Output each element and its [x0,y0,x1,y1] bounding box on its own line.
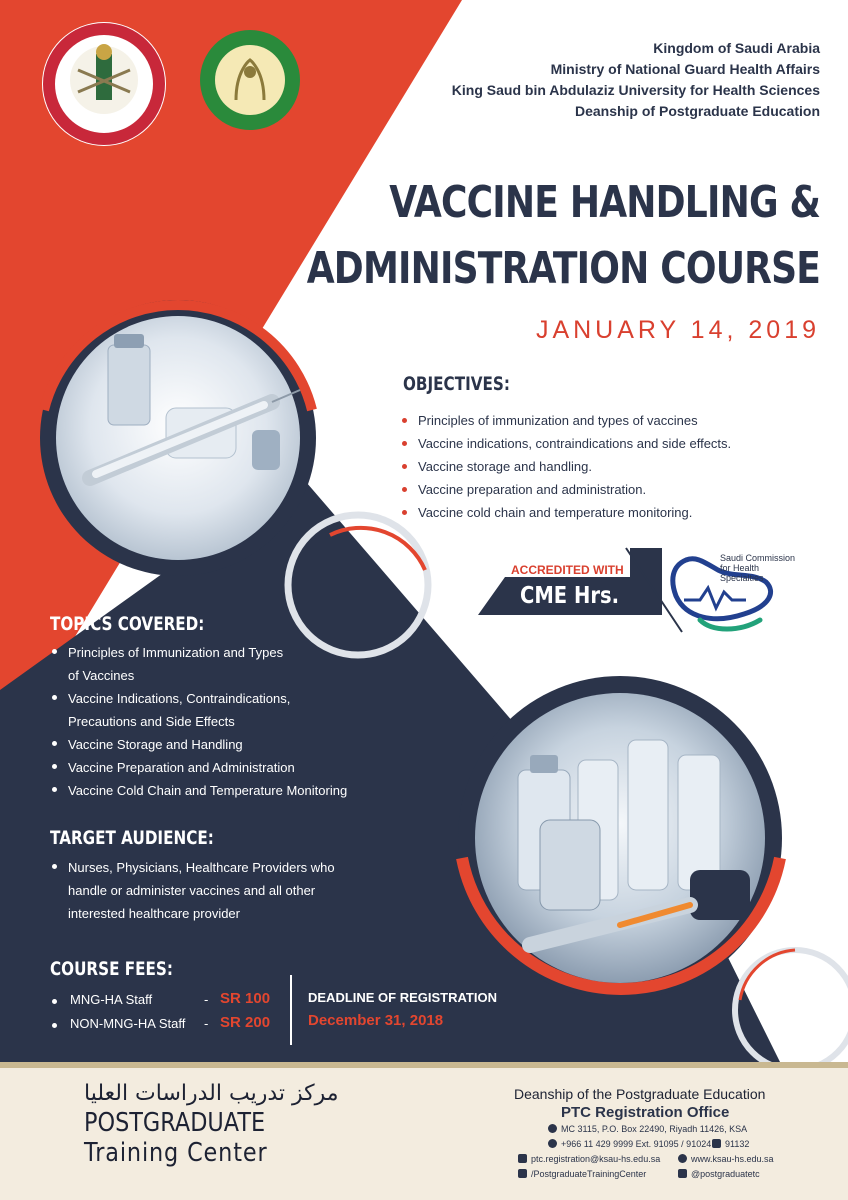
footer-email[interactable] [518,1154,660,1164]
email-icon [518,1154,527,1163]
scfhs-name [720,553,795,583]
fee-label: MNG-HA Staff [70,992,153,1007]
header-line-ministry: Ministry of National Guard Health Affairs [550,61,820,77]
footer-phone [548,1139,711,1149]
ptc-arabic-name: مركز تدريب الدراسات العليا [84,1081,339,1106]
footer-facebook[interactable] [518,1169,646,1179]
ptc-name-line-2: Training Center [84,1138,268,1168]
list-item: Vaccine Preparation and Administration [50,756,347,779]
list-item: Nurses, Physicians, Healthcare Providers who [50,856,335,879]
twitter-link[interactable]: @postgraduatetc [691,1169,760,1179]
bullet-icon [52,1023,57,1028]
bullet-icon [52,999,57,1004]
header-line-deanship: Deanship of Postgraduate Education [574,103,820,119]
topic-continuation: Precautions and Side Effects [68,714,235,729]
location-icon [548,1124,557,1133]
list-item: Vaccine preparation and administration. [400,478,731,501]
ministry-logo-icon [42,22,166,146]
globe-icon [678,1154,687,1163]
topic-text: Vaccine Indications, Contraindications, [68,691,291,706]
course-date: JANUARY 14, 2019 [535,316,820,344]
fee-dash: - [204,1016,209,1031]
footer-website[interactable] [678,1154,774,1164]
header-line-kingdom: Kingdom of Saudi Arabia [653,40,820,56]
website-link[interactable]: www.ksau-hs.edu.sa [691,1154,774,1164]
audience-continuation: handle or administer vaccines and all other [68,883,316,898]
objectives-list [400,409,731,524]
topic-continuation: of Vaccines [68,668,135,683]
audience-heading: TARGET AUDIENCE: [50,827,214,849]
accreditation-value: CME Hrs. [520,583,620,609]
list-item: Vaccine Cold Chain and Temperature Monitoring [50,779,347,802]
deadline-label: DEADLINE OF REGISTRATION [308,990,497,1005]
list-item: Vaccine Storage and Handling [50,733,347,756]
list-item: Principles of immunization and types of vaccines [400,409,731,432]
footer-deanship: Deanship of the Postgraduate Education [514,1086,766,1102]
twitter-icon [678,1169,687,1178]
accreditation-label: ACCREDITED WITH [511,563,624,577]
list-item [50,641,347,664]
list-item: Vaccine cold chain and temperature monitoring. [400,501,731,524]
fax-icon [712,1139,721,1148]
course-title [307,170,820,302]
objectives-heading: OBJECTIVES: [403,373,510,395]
fee-dash: - [204,992,209,1007]
header-institutions [452,38,820,122]
scfhs-line-2: for Health [720,563,760,573]
footer-fax [712,1139,749,1149]
fee-amount: SR 100 [220,990,271,1007]
list-item: Vaccine indications, contraindications and side effects. [400,432,731,455]
footer-twitter[interactable] [678,1169,760,1179]
university-logo-icon [200,30,300,130]
deadline-date: December 31, 2018 [308,1012,444,1029]
fee-label: NON-MNG-HA Staff [70,1016,186,1031]
header-line-university: King Saud bin Abdulaziz University for Health Sciences [451,82,820,98]
address-text: MC 3115, P.O. Box 22490, Riyadh 11426, KSA [561,1124,748,1134]
footer-address [548,1124,747,1134]
topics-list [50,641,347,802]
footer-office: PTC Registration Office [561,1104,730,1121]
title-line-2: ADMINISTRATION COURSE [306,243,820,294]
footer-band [0,1062,848,1068]
list-item: Vaccine storage and handling. [400,455,731,478]
title-line-1: VACCINE HANDLING & [389,177,820,228]
fees-heading: COURSE FEES: [50,958,173,980]
topics-heading: TOPICS COVERED: [50,613,205,635]
list-item [50,687,347,710]
phone-text: +966 11 429 9999 Ext. 91095 / 91024 [561,1139,712,1149]
scfhs-line-1: Saudi Commission [720,553,796,563]
audience-list [50,856,335,925]
audience-continuation: interested healthcare provider [68,906,240,921]
email-link[interactable]: ptc.registration@ksau-hs.edu.sa [531,1154,661,1164]
fax-text: 91132 [725,1139,750,1149]
facebook-icon [518,1169,527,1178]
fees-divider [290,975,292,1045]
fee-amount: SR 200 [220,1014,271,1031]
scfhs-line-3: Specialties [720,573,764,583]
ptc-name-line-1: POSTGRADUATE [84,1108,266,1138]
facebook-link[interactable]: /PostgraduateTrainingCenter [531,1169,647,1179]
phone-icon [548,1139,557,1148]
topic-text: Principles of Immunization and Types [68,645,284,660]
